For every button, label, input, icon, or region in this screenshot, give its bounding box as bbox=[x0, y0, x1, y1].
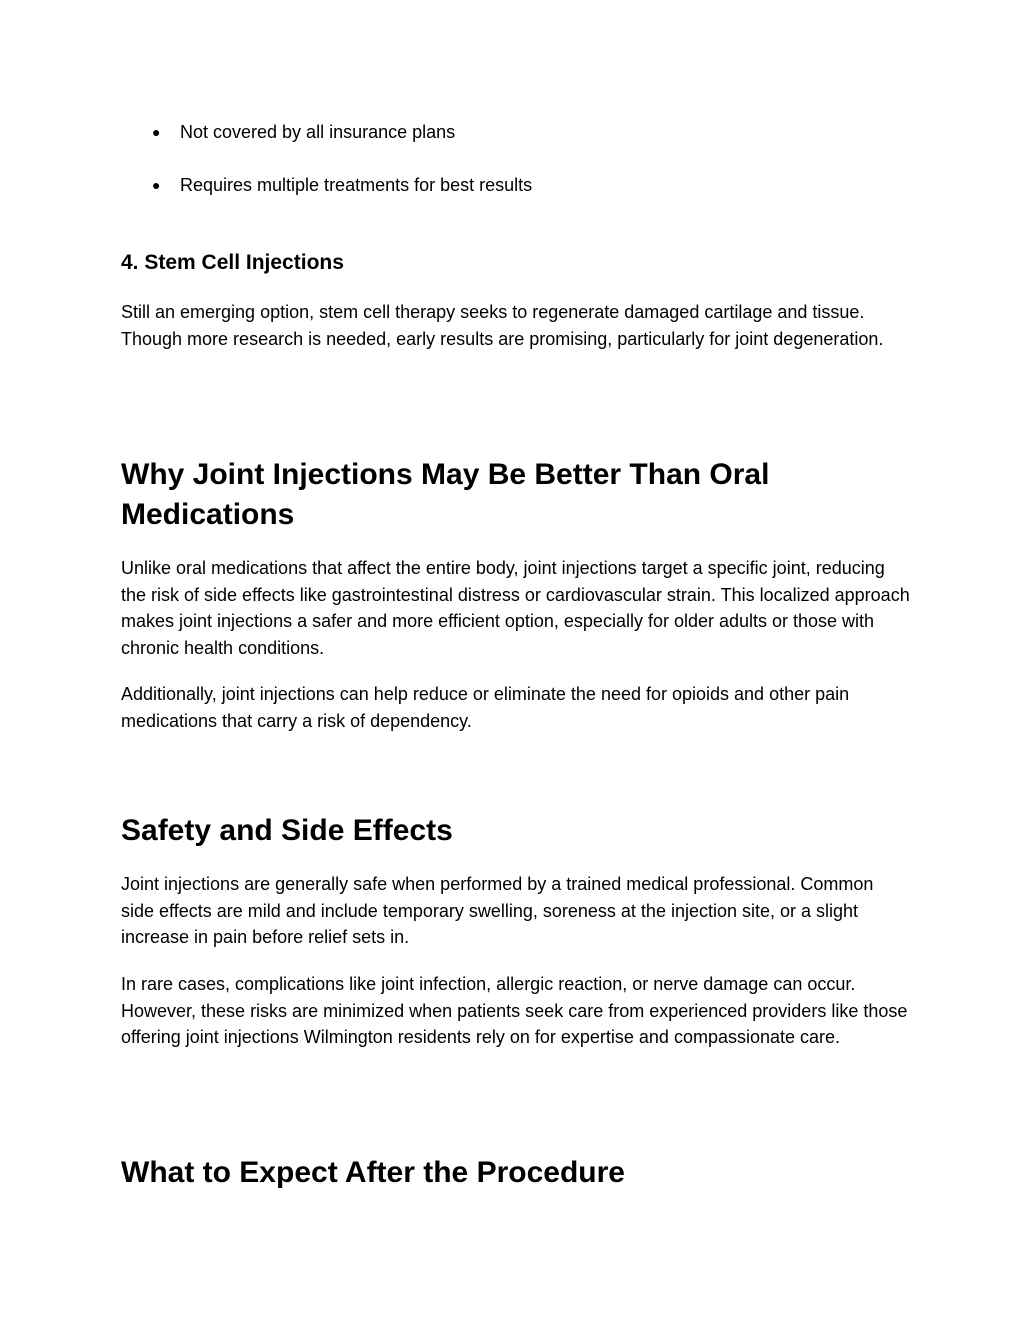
why-injections-paragraph-1: Unlike oral medications that affect the entire body, joint injections target a specific joint, reducing the risk of side effects like gastrointestinal distress or cardiovascular strain. This localized approach makes joint injections a safer and more efficient option, especially for older adults or those with chronic health conditions. bbox=[121, 558, 910, 658]
bullet-icon: ● bbox=[152, 177, 161, 193]
stem-cell-heading: 4. Stem Cell Injections bbox=[121, 251, 344, 274]
safety-heading: Safety and Side Effects bbox=[121, 814, 453, 847]
stem-cell-paragraph: Still an emerging option, stem cell therapy seeks to regenerate damaged cartilage and tissue. Though more research is needed, early results are promising, particularly for joint degeneration. bbox=[121, 302, 884, 349]
list-item bbox=[152, 121, 455, 143]
why-injections-heading: Why Joint Injections May Be Better Than Oral Medications bbox=[121, 458, 770, 531]
list-item-text: Not covered by all insurance plans bbox=[180, 122, 456, 142]
list-item-text: Requires multiple treatments for best results bbox=[180, 175, 533, 195]
bullet-icon: ● bbox=[152, 124, 161, 140]
safety-paragraph-1: Joint injections are generally safe when performed by a trained medical professional. Common side effects are mild and include temporary swelling, soreness at the injection site, or a slight increase in pain before relief sets in. bbox=[121, 874, 874, 947]
what-to-expect-heading: What to Expect After the Procedure bbox=[121, 1156, 625, 1189]
safety-paragraph-2: In rare cases, complications like joint infection, allergic reaction, or nerve damage can occur. However, these risks are minimized when patients seek care from experienced providers like those offering joint injections Wilmington residents rely on for expertise and compassionate care. bbox=[121, 974, 908, 1047]
list-item bbox=[152, 174, 532, 196]
why-injections-paragraph-2: Additionally, joint injections can help reduce or eliminate the need for opioids and other pain medications that carry a risk of dependency. bbox=[121, 684, 850, 731]
